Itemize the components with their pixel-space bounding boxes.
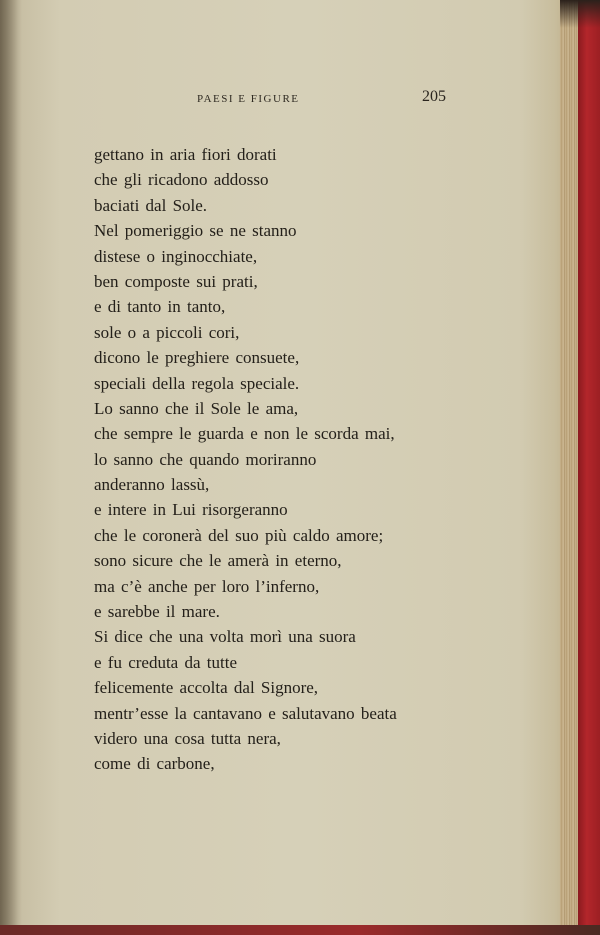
poem-line: lo sanno che quando moriranno [94,449,317,469]
poem-line: sono sicure che le amerà in eterno, [94,551,342,571]
poem-line: Nel pomeriggio se ne stanno [94,221,297,241]
gutter-shadow [0,0,22,935]
poem-line: che sempre le guarda e non le scorda mai, [94,424,395,444]
poem-line: Lo sanno che il Sole le ama, [94,398,299,418]
poem-line: distese o inginocchiate, [94,246,258,266]
poem-line: come di carbone, [94,754,215,774]
poem-line: baciati dal Sole. [94,195,208,215]
running-head: PAESI E FIGURE [197,93,300,105]
poem-line: che le coronerà del suo più caldo amore; [94,525,384,545]
poem-line: sole o a piccoli cori, [94,322,240,342]
page-number: 205 [422,88,446,105]
poem-line: dicono le preghiere consuete, [94,348,300,368]
poem-line: ma c’è anche per loro l’inferno, [94,576,320,596]
poem-line: Si dice che una volta morì una suora [94,627,356,647]
poem-line: mentr’esse la cantavano e salutavano beata [94,703,397,723]
poem-line: e intere in Lui risorgeranno [94,500,288,520]
poem-line: speciali della regola speciale. [94,373,300,393]
red-book-cover [578,0,600,935]
poem-line: ben composte sui prati, [94,271,258,291]
cover-bottom-edge [0,925,600,935]
poem-line: videro una cosa tutta nera, [94,728,281,748]
poem-line: che gli ricadono addosso [94,170,269,190]
poem-line: e di tanto in tanto, [94,297,226,317]
poem-line: e sarebbe il mare. [94,602,220,622]
poem-line: gettano in aria fiori dorati [94,145,277,164]
poem-line: e fu creduta da tutte [94,652,237,672]
poem-text [94,142,554,777]
poem-line: felicemente accolta dal Signore, [94,678,319,698]
poem-line: anderanno lassù, [94,475,210,495]
corner-shadow [560,0,600,28]
